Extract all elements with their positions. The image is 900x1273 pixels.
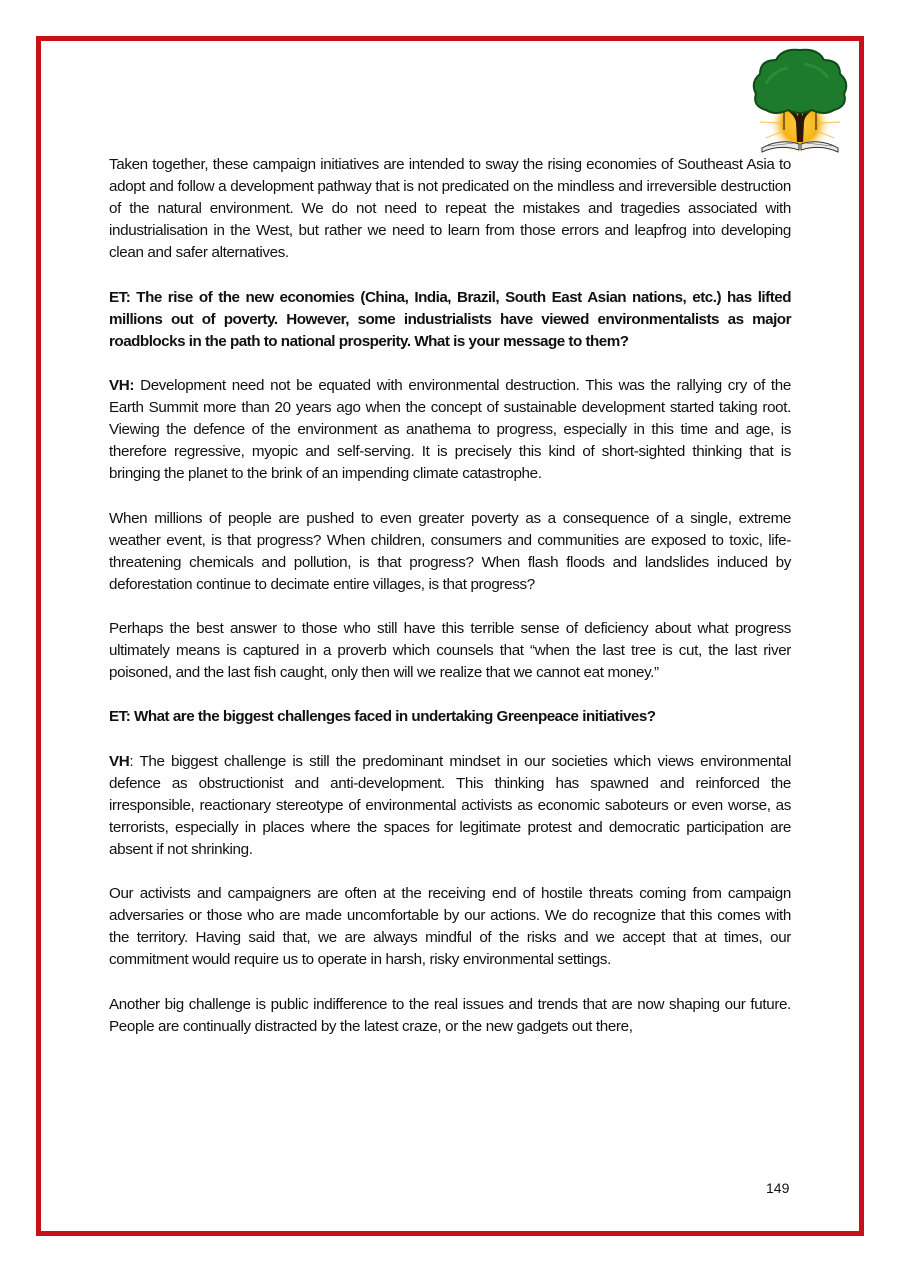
speaker-label: VH: [109, 376, 135, 394]
page-number: 149 [766, 1180, 790, 1196]
document-body [109, 154, 791, 1060]
answer-text: Development need not be equated with environmental destruction. This was the rallying cry of the Earth Summit more than 20 years ago when the concept of sustainable development started taking root. Viewing the defence of the environment as anathema to progress, especially in this time and age, is therefore regressive, myopic and self-serving. It is precisely this kind of short-sighted thinking that is bringing the planet to the brink of an impending climate catastrophe. [109, 376, 791, 483]
paragraph: Perhaps the best answer to those who still have this terrible sense of deficiency about what progress ultimately means is captured in a proverb which counsels that “when the last tree is cut, the last river poisoned, and the last fish caught, only then will we realize that we cannot eat money.” [109, 619, 791, 682]
paragraph-intro: Taken together, these campaign initiatives are intended to sway the rising economies of Southeast Asia to adopt and follow a development pathway that is not predicated on the mindless and irreversible destruction of the natural environment. We do not need to repeat the mistakes and tragedies associated with industrialisation in the West, but rather we need to learn from those errors and leapfrog into developing clean and safer alternatives. [109, 156, 791, 262]
speaker-label: VH [109, 752, 130, 770]
question-2 [109, 706, 791, 728]
speaker-label: ET: [109, 288, 131, 306]
paragraph: Our activists and campaigners are often at the receiving end of hostile threats coming from campaign adversaries or those who are made uncomfortable by our actions. We do recognize that this comes with the territory. Having said that, we are always mindful of the risks and we accept that at times, our commitment would require us to operate in harsh, risky environmental settings. [109, 885, 791, 969]
tree-book-logo-icon [744, 44, 856, 156]
paragraph: Another big challenge is public indifference to the real issues and trends that are now shaping our future. People are continually distracted by the latest craze, or the new gadgets out there, [109, 995, 791, 1035]
question-1 [109, 287, 791, 353]
question-text: The rise of the new economies (China, India, Brazil, South East Asian nations, etc.) has lifted millions out of poverty. However, some industrialists have viewed environmentalists as major roadblocks in the path to national prosperity. What is your message to them? [109, 288, 791, 350]
answer-text: : The biggest challenge is still the predominant mindset in our societies which views environmental defence as obstructionist and anti-development. This thinking has spawned and reinforced the irresponsible, reactionary stereotype of environmental activists as economic saboteurs or even worse, as terrorists, especially in places where the spaces for legitimate protest and democratic participation are absent if not shrinking. [109, 752, 791, 858]
answer-2 [109, 751, 791, 861]
paragraph: When millions of people are pushed to even greater poverty as a consequence of a single, extreme weather event, is that progress? When children, consumers and communities are exposed to toxic, life-threatening chemicals and pollution, is that progress? When flash floods and landslides induced by deforestation continue to decimate entire villages, is that progress? [109, 509, 791, 593]
answer-1 [109, 375, 791, 485]
speaker-label: ET: [109, 708, 131, 726]
question-text: What are the biggest challenges faced in undertaking Greenpeace initiatives? [130, 708, 656, 726]
